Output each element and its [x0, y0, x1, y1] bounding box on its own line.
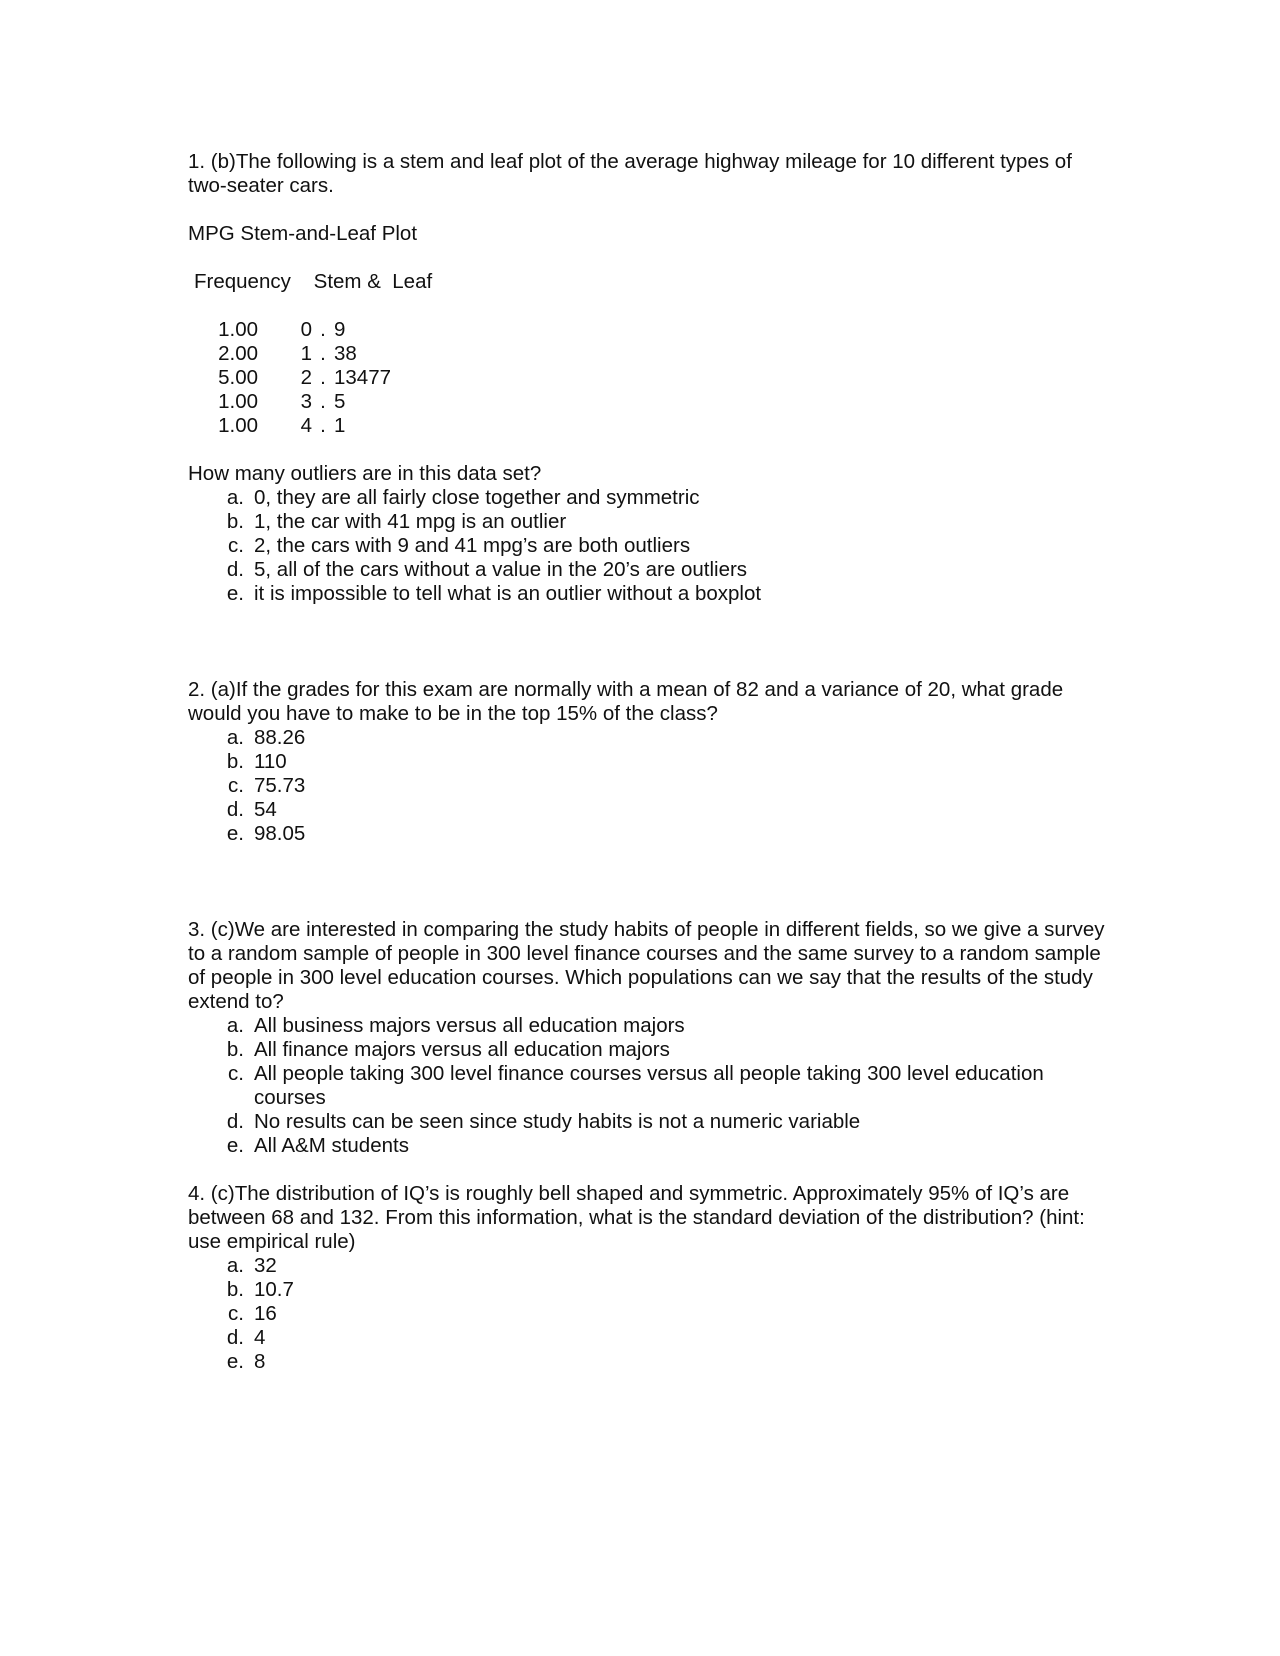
option-text: 54 [254, 798, 277, 821]
frequency-header: Frequency [194, 270, 291, 293]
stem-leaf-row [188, 366, 1108, 390]
option-b [188, 1278, 1108, 1302]
stem-leaf-row [188, 342, 1108, 366]
option-letter: d. [226, 1110, 244, 1133]
option-text: 98.05 [254, 822, 306, 845]
option-letter: e. [226, 1350, 244, 1373]
option-letter: d. [226, 1326, 244, 1349]
option-letter: e. [226, 1134, 244, 1157]
option-letter: c. [228, 534, 244, 557]
option-letter: d. [226, 558, 244, 581]
option-text: 110 [254, 750, 287, 773]
option-d [188, 798, 1108, 822]
frequency-value: 1.00 [218, 414, 258, 437]
option-letter: e. [226, 582, 244, 605]
question-3-options [188, 1014, 1108, 1158]
stem-leaf-title: MPG Stem-and-Leaf Plot [188, 222, 418, 245]
option-text: 8 [254, 1350, 266, 1373]
question-1-prompt: How many outliers are in this data set? [188, 462, 542, 485]
question-1 [188, 150, 1108, 606]
question-1-text: 1. (b)The following is a stem and leaf plot of the average highway mileage for 10 different types of two-seater cars. [188, 150, 1072, 197]
frequency-value: 1.00 [218, 390, 258, 413]
option-text: 2, the cars with 9 and 41 mpg’s are both outliers [254, 534, 691, 557]
option-letter: c. [228, 1302, 244, 1325]
stem-value: 3 [300, 390, 312, 413]
stem-leaf-table [188, 318, 1108, 438]
option-c [188, 1302, 1108, 1326]
option-b [188, 510, 1108, 534]
stem-value: 0 [300, 318, 312, 341]
stem-leaf-column-header: Stem & Leaf [313, 270, 433, 293]
option-text: 0, they are all fairly close together and symmetric [254, 486, 700, 509]
stem-separator: . [320, 414, 326, 437]
option-text: All people taking 300 level finance courses versus all people taking 300 level education courses [254, 1062, 1044, 1109]
option-letter: e. [226, 822, 244, 845]
option-text: 4 [254, 1326, 266, 1349]
option-e [188, 1350, 1108, 1374]
option-text: 75.73 [254, 774, 306, 797]
option-text: 16 [254, 1302, 277, 1325]
stem-leaf-row [188, 390, 1108, 414]
option-letter: d. [226, 798, 244, 821]
option-e [188, 582, 1108, 606]
stem-separator: . [320, 318, 326, 341]
option-a [188, 1014, 1108, 1038]
document-page [188, 150, 1108, 1374]
option-c [188, 534, 1108, 558]
stem-value: 1 [300, 342, 312, 365]
question-4-text: 4. (c)The distribution of IQ’s is roughly bell shaped and symmetric. Approximately 95% of IQ’s are between 68 and 132. From this information, what is the standard deviation of the distribution? (hint: use empirical rule) [188, 1182, 1085, 1253]
stem-value: 2 [300, 366, 312, 389]
option-letter: c. [228, 774, 244, 797]
option-letter: a. [226, 1254, 244, 1277]
option-a [188, 486, 1108, 510]
option-text: 5, all of the cars without a value in the 20’s are outliers [254, 558, 748, 581]
question-3-text: 3. (c)We are interested in comparing the study habits of people in different fields, so we give a survey to a random sample of people in 300 level finance courses and the same survey to a random sample of people in 300 level education courses. Which populations can we say that the results of the study extend to? [188, 918, 1105, 1013]
leaf-value: 5 [334, 390, 346, 413]
option-text: All A&M students [254, 1134, 409, 1157]
stem-leaf-row [188, 414, 1108, 438]
option-text: 1, the car with 41 mpg is an outlier [254, 510, 567, 533]
stem-separator: . [320, 390, 326, 413]
option-text: 32 [254, 1254, 277, 1277]
frequency-value: 5.00 [218, 366, 258, 389]
option-a [188, 726, 1108, 750]
stem-leaf-header [188, 270, 1108, 294]
leaf-value: 13477 [334, 366, 392, 389]
option-a [188, 1254, 1108, 1278]
stem-leaf-row [188, 318, 1108, 342]
question-4 [188, 1182, 1108, 1374]
stem-value: 4 [300, 414, 312, 437]
option-text: it is impossible to tell what is an outlier without a boxplot [254, 582, 762, 605]
leaf-value: 38 [334, 342, 357, 365]
leaf-value: 1 [334, 414, 346, 437]
option-b [188, 750, 1108, 774]
option-letter: b. [226, 1038, 244, 1061]
option-e [188, 1134, 1108, 1158]
option-b [188, 1038, 1108, 1062]
option-letter: a. [226, 1014, 244, 1037]
question-2-text: 2. (a)If the grades for this exam are normally with a mean of 82 and a variance of 20, what grade would you have to make to be in the top 15% of the class? [188, 678, 1064, 725]
question-4-options [188, 1254, 1108, 1374]
option-letter: a. [226, 486, 244, 509]
option-text: All business majors versus all education majors [254, 1014, 685, 1037]
option-text: All finance majors versus all education majors [254, 1038, 670, 1061]
option-d [188, 1110, 1108, 1134]
option-text: No results can be seen since study habits is not a numeric variable [254, 1110, 861, 1133]
option-letter: b. [226, 510, 244, 533]
question-2 [188, 678, 1108, 846]
option-text: 10.7 [254, 1278, 294, 1301]
option-d [188, 1326, 1108, 1350]
question-3 [188, 918, 1108, 1158]
option-letter: b. [226, 1278, 244, 1301]
question-1-options [188, 486, 1108, 606]
frequency-value: 2.00 [218, 342, 258, 365]
stem-separator: . [320, 366, 326, 389]
option-letter: c. [228, 1062, 244, 1085]
option-text: 88.26 [254, 726, 306, 749]
question-2-options [188, 726, 1108, 846]
option-letter: a. [226, 726, 244, 749]
option-e [188, 822, 1108, 846]
option-letter: b. [226, 750, 244, 773]
leaf-value: 9 [334, 318, 346, 341]
frequency-value: 1.00 [218, 318, 258, 341]
option-c [188, 774, 1108, 798]
option-c [188, 1062, 1108, 1110]
stem-separator: . [320, 342, 326, 365]
option-d [188, 558, 1108, 582]
